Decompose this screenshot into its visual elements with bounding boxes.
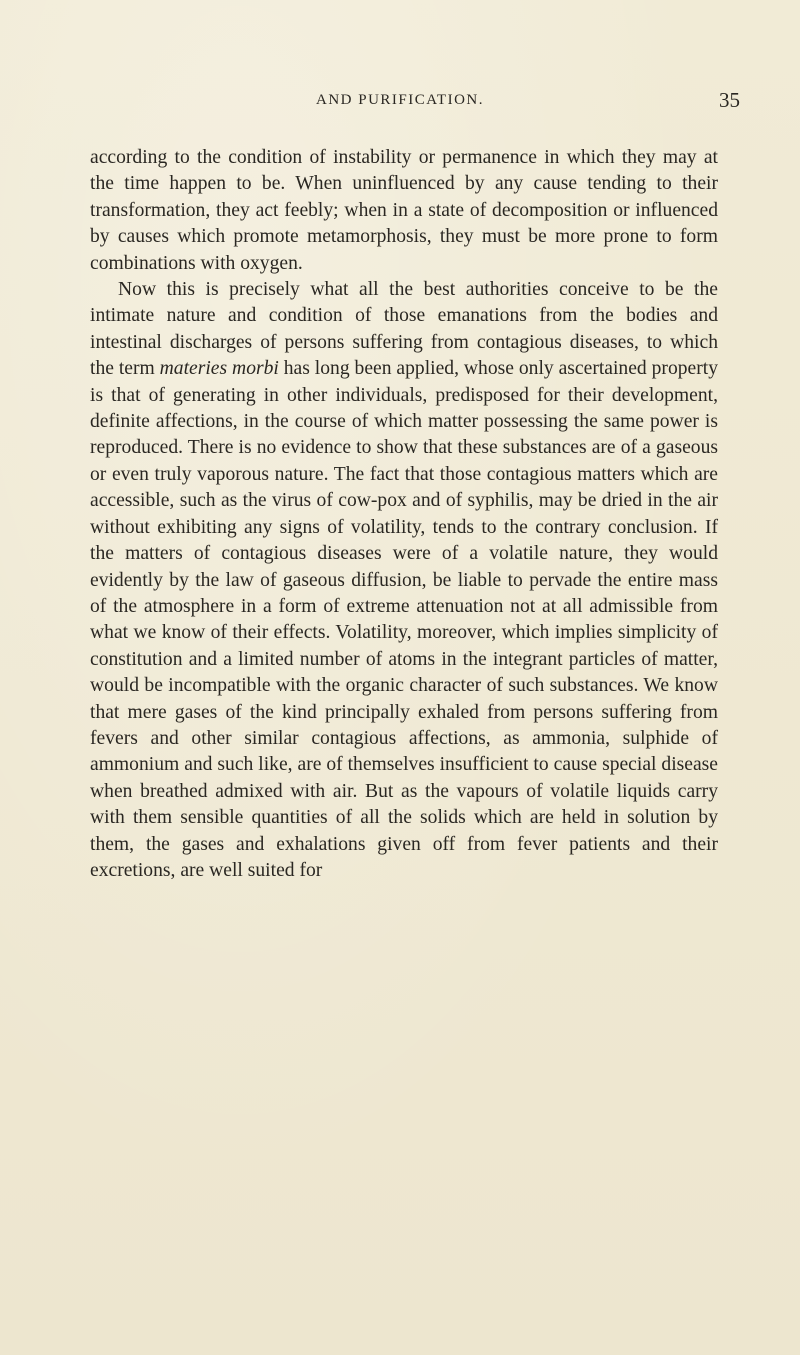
paragraph — [90, 277, 718, 884]
paragraph-text: Now this is precisely what all the best authorities conceive to be the intimate nature and condition of those emanations from the bodies and intestinal discharges of persons suffering from contagious diseases, to which the term — [90, 279, 718, 380]
page-header — [60, 88, 740, 122]
page-number: 35 — [719, 88, 740, 112]
body-text — [90, 145, 718, 884]
italic-term: materies morbi — [159, 358, 279, 380]
running-head: AND PURIFICATION. — [315, 92, 484, 108]
paragraph-text: has long been applied, whose only ascertained property is that of generating in other individuals, predisposed for their development, definite affections, in the course of which matter possessing the same power is reproduced. There is no evidence to show that these substances are of a gaseous or even truly vaporous nature. The fact that those contagious matters which are accessible, such as the virus of cow-pox and of syphilis, may be dried in the air without exhibiting any signs of volatility, tends to the contrary conclusion. If the matters of contagious diseases were of a volatile nature, they would evidently by the law of gaseous diffusion, be liable to pervade the entire mass of the atmosphere in a form of extreme attenuation not at all admissible from what we know of their effects. Volatility, moreover, which implies simplicity of constitution and a limited number of atoms in the integrant particles of matter, would be incompatible with the organic character of such substances. We know that mere gases of the kind principally exhaled from persons suffering from fevers and other similar contagious affections, as ammonia, sulphide of ammonium and such like, are of themselves insufficient to cause special disease when breathed admixed with air. But as the vapours of volatile liquids carry with them sensible quantities of all the solids which are held in solution by them, the gases and exhalations given off from fever patients and their excretions, are well suited for — [90, 358, 718, 881]
paragraph: according to the condition of instability or permanence in which they may at the time happen to be. When uninfluenced by any cause tending to their transformation, they act feebly; when in a state of decomposition or influenced by causes which promote metamorphosis, they must be more prone to form combinations with oxygen. — [90, 147, 718, 274]
